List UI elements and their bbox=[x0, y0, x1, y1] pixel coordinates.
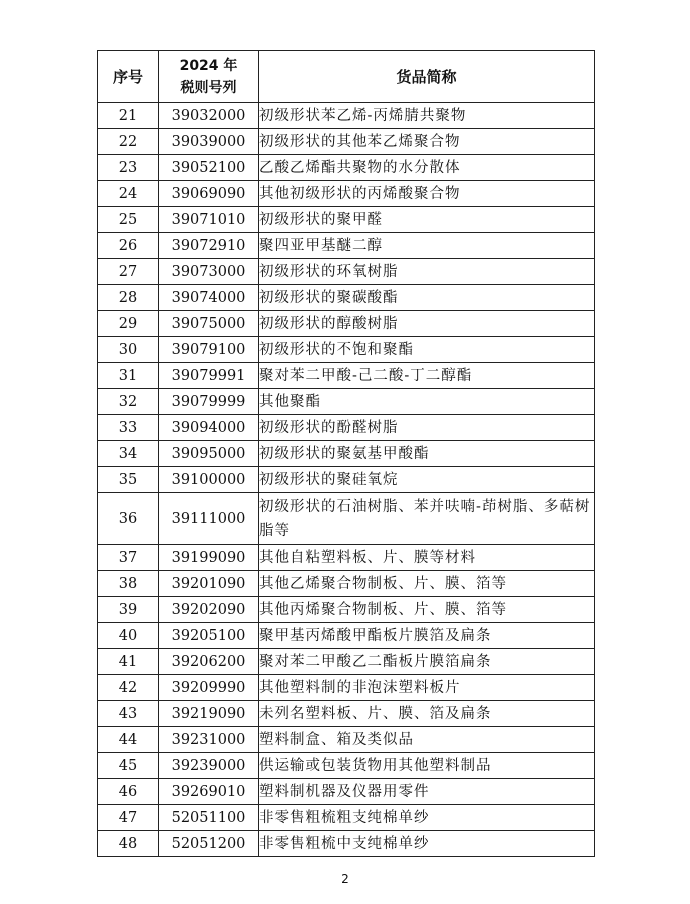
row-seq: 33 bbox=[98, 415, 159, 441]
table-row bbox=[98, 571, 595, 597]
row-goods-name: 初级形状的酚醛树脂 bbox=[259, 415, 595, 441]
table-row bbox=[98, 415, 595, 441]
row-goods-name: 聚四亚甲基醚二醇 bbox=[259, 233, 595, 259]
row-tariff-code: 52051100 bbox=[159, 805, 259, 831]
header-tariff-code bbox=[159, 51, 259, 103]
row-tariff-code: 39201090 bbox=[159, 571, 259, 597]
row-tariff-code: 39239000 bbox=[159, 753, 259, 779]
table-row bbox=[98, 623, 595, 649]
page-number: 2 bbox=[341, 872, 349, 886]
row-tariff-code: 39231000 bbox=[159, 727, 259, 753]
row-seq: 46 bbox=[98, 779, 159, 805]
table-row bbox=[98, 285, 595, 311]
row-seq: 24 bbox=[98, 181, 159, 207]
table-row bbox=[98, 103, 595, 129]
row-goods-name: 其他聚酯 bbox=[259, 389, 595, 415]
row-seq: 47 bbox=[98, 805, 159, 831]
table-row bbox=[98, 181, 595, 207]
row-tariff-code: 39202090 bbox=[159, 597, 259, 623]
row-seq: 37 bbox=[98, 545, 159, 571]
table-row bbox=[98, 675, 595, 701]
goods-table bbox=[97, 50, 595, 857]
header-code-line2: 税则号列 bbox=[180, 79, 237, 96]
row-tariff-code: 39073000 bbox=[159, 259, 259, 285]
row-goods-name: 乙酸乙烯酯共聚物的水分散体 bbox=[259, 155, 595, 181]
row-tariff-code: 39269010 bbox=[159, 779, 259, 805]
row-seq: 41 bbox=[98, 649, 159, 675]
row-seq: 36 bbox=[98, 493, 159, 545]
row-goods-name: 初级形状的环氧树脂 bbox=[259, 259, 595, 285]
row-seq: 40 bbox=[98, 623, 159, 649]
row-goods-name: 初级形状的聚甲醛 bbox=[259, 207, 595, 233]
table-row bbox=[98, 311, 595, 337]
row-tariff-code: 39039000 bbox=[159, 129, 259, 155]
row-tariff-code: 39199090 bbox=[159, 545, 259, 571]
table-row bbox=[98, 649, 595, 675]
row-tariff-code: 39069090 bbox=[159, 181, 259, 207]
row-seq: 26 bbox=[98, 233, 159, 259]
row-tariff-code: 39079991 bbox=[159, 363, 259, 389]
table-row bbox=[98, 155, 595, 181]
row-seq: 22 bbox=[98, 129, 159, 155]
table-header-row bbox=[98, 51, 595, 103]
row-goods-name: 初级形状的不饱和聚酯 bbox=[259, 337, 595, 363]
row-goods-name: 初级形状苯乙烯-丙烯腈共聚物 bbox=[259, 103, 595, 129]
table-row bbox=[98, 805, 595, 831]
row-goods-name: 聚甲基丙烯酸甲酯板片膜箔及扁条 bbox=[259, 623, 595, 649]
table-row bbox=[98, 701, 595, 727]
table-row bbox=[98, 389, 595, 415]
row-goods-name: 塑料制机器及仪器用零件 bbox=[259, 779, 595, 805]
row-goods-name: 其他乙烯聚合物制板、片、膜、箔等 bbox=[259, 571, 595, 597]
table-row bbox=[98, 259, 595, 285]
row-tariff-code: 39100000 bbox=[159, 467, 259, 493]
row-seq: 21 bbox=[98, 103, 159, 129]
row-tariff-code: 39074000 bbox=[159, 285, 259, 311]
row-goods-name: 初级形状的醇酸树脂 bbox=[259, 311, 595, 337]
table-row bbox=[98, 727, 595, 753]
row-seq: 27 bbox=[98, 259, 159, 285]
row-goods-name: 初级形状的聚碳酸酯 bbox=[259, 285, 595, 311]
row-goods-name: 其他丙烯聚合物制板、片、膜、箔等 bbox=[259, 597, 595, 623]
row-goods-name: 其他初级形状的丙烯酸聚合物 bbox=[259, 181, 595, 207]
header-seq: 序号 bbox=[98, 51, 159, 103]
row-seq: 45 bbox=[98, 753, 159, 779]
row-seq: 28 bbox=[98, 285, 159, 311]
table-body bbox=[98, 103, 595, 857]
row-tariff-code: 39095000 bbox=[159, 441, 259, 467]
row-tariff-code: 39209990 bbox=[159, 675, 259, 701]
row-seq: 25 bbox=[98, 207, 159, 233]
row-goods-name: 初级形状的其他苯乙烯聚合物 bbox=[259, 129, 595, 155]
row-tariff-code: 39094000 bbox=[159, 415, 259, 441]
table-row bbox=[98, 207, 595, 233]
row-goods-name: 其他自粘塑料板、片、膜等材料 bbox=[259, 545, 595, 571]
row-tariff-code: 39071010 bbox=[159, 207, 259, 233]
row-seq: 34 bbox=[98, 441, 159, 467]
row-goods-name: 初级形状的聚氨基甲酸酯 bbox=[259, 441, 595, 467]
row-seq: 32 bbox=[98, 389, 159, 415]
row-tariff-code: 52051200 bbox=[159, 831, 259, 857]
row-seq: 35 bbox=[98, 467, 159, 493]
row-tariff-code: 39079100 bbox=[159, 337, 259, 363]
row-goods-name: 其他塑料制的非泡沫塑料板片 bbox=[259, 675, 595, 701]
row-goods-name: 供运输或包装货物用其他塑料制品 bbox=[259, 753, 595, 779]
row-goods-name: 初级形状的石油树脂、苯并呋喃-茚树脂、多萜树脂等 bbox=[259, 493, 595, 545]
row-tariff-code: 39052100 bbox=[159, 155, 259, 181]
row-tariff-code: 39206200 bbox=[159, 649, 259, 675]
row-goods-name: 聚对苯二甲酸乙二酯板片膜箔扁条 bbox=[259, 649, 595, 675]
table-row bbox=[98, 545, 595, 571]
row-seq: 30 bbox=[98, 337, 159, 363]
table-row bbox=[98, 831, 595, 857]
row-seq: 44 bbox=[98, 727, 159, 753]
table-row bbox=[98, 467, 595, 493]
header-goods-name: 货品简称 bbox=[259, 51, 595, 103]
row-tariff-code: 39219090 bbox=[159, 701, 259, 727]
row-seq: 39 bbox=[98, 597, 159, 623]
row-tariff-code: 39072910 bbox=[159, 233, 259, 259]
row-tariff-code: 39079999 bbox=[159, 389, 259, 415]
table-row bbox=[98, 493, 595, 545]
row-seq: 42 bbox=[98, 675, 159, 701]
row-tariff-code: 39075000 bbox=[159, 311, 259, 337]
row-tariff-code: 39205100 bbox=[159, 623, 259, 649]
row-seq: 23 bbox=[98, 155, 159, 181]
row-tariff-code: 39111000 bbox=[159, 493, 259, 545]
row-goods-name: 初级形状的聚硅氧烷 bbox=[259, 467, 595, 493]
table-row bbox=[98, 129, 595, 155]
table-row bbox=[98, 753, 595, 779]
row-goods-name: 未列名塑料板、片、膜、箔及扁条 bbox=[259, 701, 595, 727]
row-goods-name: 塑料制盒、箱及类似品 bbox=[259, 727, 595, 753]
table-row bbox=[98, 597, 595, 623]
table-row bbox=[98, 337, 595, 363]
table-row bbox=[98, 441, 595, 467]
row-tariff-code: 39032000 bbox=[159, 103, 259, 129]
table-row bbox=[98, 363, 595, 389]
row-goods-name: 聚对苯二甲酸-己二酸-丁二醇酯 bbox=[259, 363, 595, 389]
row-seq: 48 bbox=[98, 831, 159, 857]
row-seq: 38 bbox=[98, 571, 159, 597]
row-seq: 31 bbox=[98, 363, 159, 389]
header-code-line1: 2024 年 bbox=[179, 57, 238, 74]
row-seq: 43 bbox=[98, 701, 159, 727]
row-goods-name: 非零售粗梳粗支纯棉单纱 bbox=[259, 805, 595, 831]
row-seq: 29 bbox=[98, 311, 159, 337]
table-row bbox=[98, 233, 595, 259]
table-row bbox=[98, 779, 595, 805]
row-goods-name: 非零售粗梳中支纯棉单纱 bbox=[259, 831, 595, 857]
